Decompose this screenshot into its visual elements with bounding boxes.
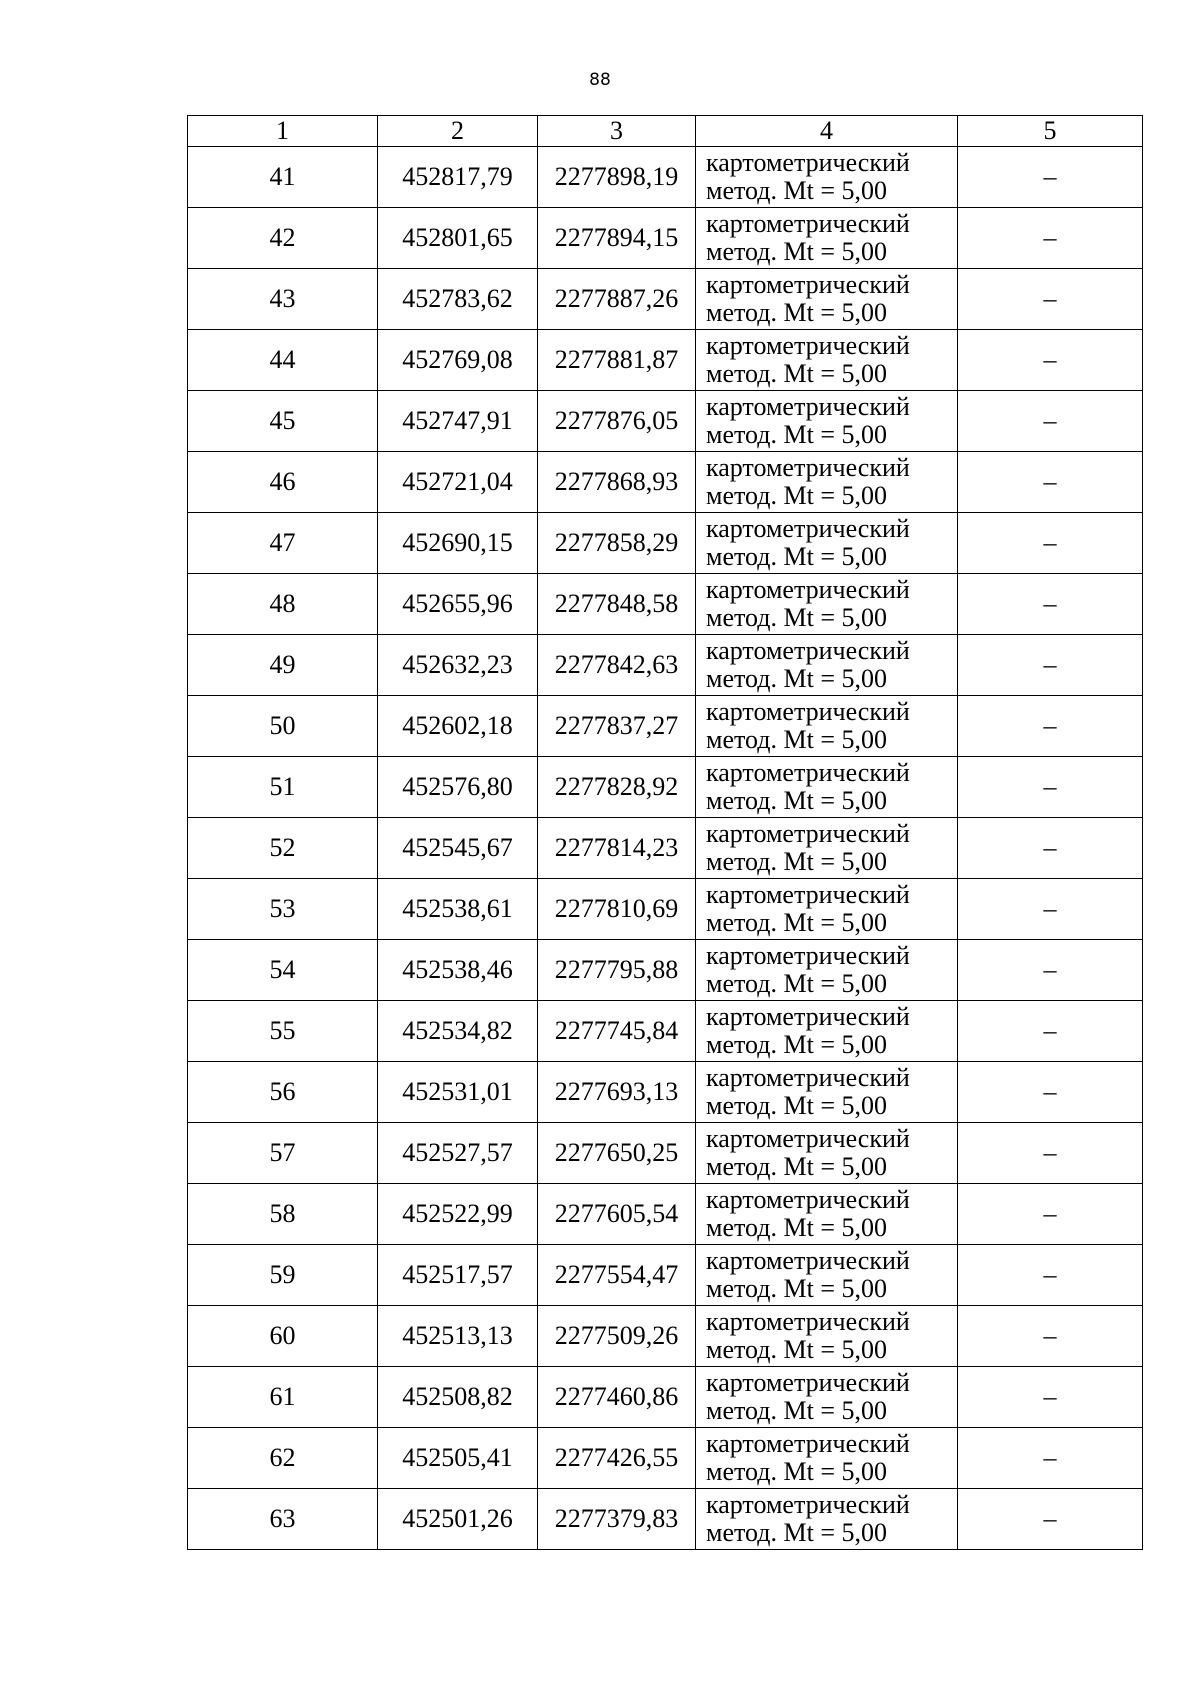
y-coordinate-cell: 2277810,69	[538, 879, 696, 940]
x-coordinate-cell: 452576,80	[378, 757, 538, 818]
x-coordinate-cell: 452655,96	[378, 574, 538, 635]
table-row	[188, 635, 1143, 696]
x-coordinate-cell: 452545,67	[378, 818, 538, 879]
x-coordinate-cell: 452801,65	[378, 208, 538, 269]
x-coordinate-cell: 452747,91	[378, 391, 538, 452]
method-line-1: картометрический	[706, 1306, 910, 1336]
point-number-cell: 42	[188, 208, 378, 269]
method-cell	[696, 574, 958, 635]
point-number-cell: 43	[188, 269, 378, 330]
point-number-cell: 50	[188, 696, 378, 757]
table-row	[188, 696, 1143, 757]
note-cell: –	[958, 1245, 1143, 1306]
point-number-cell: 47	[188, 513, 378, 574]
x-coordinate-cell: 452602,18	[378, 696, 538, 757]
header-col-3: 3	[538, 116, 696, 147]
table-row	[188, 1489, 1143, 1550]
x-coordinate-cell: 452527,57	[378, 1123, 538, 1184]
point-number-cell: 41	[188, 147, 378, 208]
table-row	[188, 1245, 1143, 1306]
x-coordinate-cell: 452769,08	[378, 330, 538, 391]
y-coordinate-cell: 2277460,86	[538, 1367, 696, 1428]
note-cell: –	[958, 757, 1143, 818]
method-cell	[696, 1428, 958, 1489]
method-cell	[696, 269, 958, 330]
method-cell	[696, 879, 958, 940]
method-line-2: метод. Mt = 5,00	[706, 1518, 887, 1547]
method-line-1: картометрический	[706, 757, 910, 787]
point-number-cell: 56	[188, 1062, 378, 1123]
table-body	[188, 147, 1143, 1550]
note-cell: –	[958, 1001, 1143, 1062]
point-number-cell: 48	[188, 574, 378, 635]
note-cell: –	[958, 940, 1143, 1001]
method-line-2: метод. Mt = 5,00	[706, 664, 887, 693]
note-cell: –	[958, 1489, 1143, 1550]
method-line-2: метод. Mt = 5,00	[706, 1396, 887, 1425]
note-cell: –	[958, 391, 1143, 452]
method-cell	[696, 1306, 958, 1367]
header-col-1: 1	[188, 116, 378, 147]
method-cell	[696, 1062, 958, 1123]
x-coordinate-cell: 452505,41	[378, 1428, 538, 1489]
method-cell	[696, 1489, 958, 1550]
note-cell: –	[958, 1123, 1143, 1184]
y-coordinate-cell: 2277858,29	[538, 513, 696, 574]
note-cell: –	[958, 1428, 1143, 1489]
point-number-cell: 59	[188, 1245, 378, 1306]
method-line-2: метод. Mt = 5,00	[706, 298, 887, 327]
y-coordinate-cell: 2277887,26	[538, 269, 696, 330]
method-line-1: картометрический	[706, 1489, 910, 1519]
note-cell: –	[958, 574, 1143, 635]
method-line-2: метод. Mt = 5,00	[706, 1274, 887, 1303]
method-line-1: картометрический	[706, 147, 910, 177]
x-coordinate-cell: 452632,23	[378, 635, 538, 696]
method-line-1: картометрический	[706, 452, 910, 482]
method-line-1: картометрический	[706, 879, 910, 909]
x-coordinate-cell: 452501,26	[378, 1489, 538, 1550]
note-cell: –	[958, 818, 1143, 879]
method-line-1: картометрический	[706, 635, 910, 665]
method-line-2: метод. Mt = 5,00	[706, 542, 887, 571]
table-row	[188, 269, 1143, 330]
table-row	[188, 1367, 1143, 1428]
page-number: 88	[589, 70, 611, 90]
y-coordinate-cell: 2277848,58	[538, 574, 696, 635]
method-line-1: картометрический	[706, 1184, 910, 1214]
method-line-2: метод. Mt = 5,00	[706, 1152, 887, 1181]
table-row	[188, 574, 1143, 635]
note-cell: –	[958, 452, 1143, 513]
x-coordinate-cell: 452538,46	[378, 940, 538, 1001]
method-line-1: картометрический	[706, 696, 910, 726]
method-line-1: картометрический	[706, 1001, 910, 1031]
x-coordinate-cell: 452690,15	[378, 513, 538, 574]
x-coordinate-cell: 452817,79	[378, 147, 538, 208]
method-line-2: метод. Mt = 5,00	[706, 725, 887, 754]
x-coordinate-cell: 452508,82	[378, 1367, 538, 1428]
table-row	[188, 1184, 1143, 1245]
y-coordinate-cell: 2277894,15	[538, 208, 696, 269]
point-number-cell: 44	[188, 330, 378, 391]
method-cell	[696, 1367, 958, 1428]
table-row	[188, 1062, 1143, 1123]
method-cell	[696, 635, 958, 696]
point-number-cell: 58	[188, 1184, 378, 1245]
point-number-cell: 62	[188, 1428, 378, 1489]
y-coordinate-cell: 2277881,87	[538, 330, 696, 391]
note-cell: –	[958, 696, 1143, 757]
note-cell: –	[958, 330, 1143, 391]
method-line-1: картометрический	[706, 330, 910, 360]
point-number-cell: 49	[188, 635, 378, 696]
point-number-cell: 54	[188, 940, 378, 1001]
x-coordinate-cell: 452517,57	[378, 1245, 538, 1306]
method-line-2: метод. Mt = 5,00	[706, 1213, 887, 1242]
point-number-cell: 45	[188, 391, 378, 452]
y-coordinate-cell: 2277745,84	[538, 1001, 696, 1062]
table-row	[188, 147, 1143, 208]
y-coordinate-cell: 2277379,83	[538, 1489, 696, 1550]
header-col-2: 2	[378, 116, 538, 147]
method-line-1: картометрический	[706, 1367, 910, 1397]
note-cell: –	[958, 1367, 1143, 1428]
table-row	[188, 1306, 1143, 1367]
table-row	[188, 757, 1143, 818]
y-coordinate-cell: 2277876,05	[538, 391, 696, 452]
table-row	[188, 330, 1143, 391]
x-coordinate-cell: 452783,62	[378, 269, 538, 330]
method-cell	[696, 208, 958, 269]
method-cell	[696, 1123, 958, 1184]
method-line-2: метод. Mt = 5,00	[706, 237, 887, 266]
method-line-1: картометрический	[706, 818, 910, 848]
y-coordinate-cell: 2277842,63	[538, 635, 696, 696]
table-row	[188, 391, 1143, 452]
x-coordinate-cell: 452531,01	[378, 1062, 538, 1123]
y-coordinate-cell: 2277605,54	[538, 1184, 696, 1245]
table-row	[188, 208, 1143, 269]
method-cell	[696, 1001, 958, 1062]
table-header	[188, 116, 1143, 147]
method-cell	[696, 391, 958, 452]
method-line-2: метод. Mt = 5,00	[706, 359, 887, 388]
method-line-1: картометрический	[706, 269, 910, 299]
method-line-2: метод. Mt = 5,00	[706, 1335, 887, 1364]
table-row	[188, 940, 1143, 1001]
method-line-2: метод. Mt = 5,00	[706, 969, 887, 998]
point-number-cell: 60	[188, 1306, 378, 1367]
y-coordinate-cell: 2277693,13	[538, 1062, 696, 1123]
note-cell: –	[958, 147, 1143, 208]
note-cell: –	[958, 513, 1143, 574]
method-cell	[696, 452, 958, 513]
method-line-1: картометрический	[706, 1062, 910, 1092]
method-cell	[696, 147, 958, 208]
table-row	[188, 818, 1143, 879]
method-cell	[696, 940, 958, 1001]
method-line-1: картометрический	[706, 1428, 910, 1458]
method-cell	[696, 1184, 958, 1245]
method-line-1: картометрический	[706, 574, 910, 604]
note-cell: –	[958, 635, 1143, 696]
method-line-1: картометрический	[706, 208, 910, 238]
method-line-1: картометрический	[706, 513, 910, 543]
method-line-2: метод. Mt = 5,00	[706, 420, 887, 449]
note-cell: –	[958, 1062, 1143, 1123]
y-coordinate-cell: 2277828,92	[538, 757, 696, 818]
point-number-cell: 51	[188, 757, 378, 818]
method-line-2: метод. Mt = 5,00	[706, 847, 887, 876]
table-row	[188, 452, 1143, 513]
method-line-2: метод. Mt = 5,00	[706, 1457, 887, 1486]
y-coordinate-cell: 2277554,47	[538, 1245, 696, 1306]
method-line-1: картометрический	[706, 1245, 910, 1275]
method-line-2: метод. Mt = 5,00	[706, 481, 887, 510]
method-line-2: метод. Mt = 5,00	[706, 908, 887, 937]
header-col-4: 4	[696, 116, 958, 147]
table-row	[188, 513, 1143, 574]
y-coordinate-cell: 2277814,23	[538, 818, 696, 879]
table-row	[188, 1428, 1143, 1489]
y-coordinate-cell: 2277837,27	[538, 696, 696, 757]
method-line-2: метод. Mt = 5,00	[706, 603, 887, 632]
y-coordinate-cell: 2277650,25	[538, 1123, 696, 1184]
method-cell	[696, 757, 958, 818]
table-row	[188, 1001, 1143, 1062]
note-cell: –	[958, 1306, 1143, 1367]
method-line-2: метод. Mt = 5,00	[706, 1030, 887, 1059]
x-coordinate-cell: 452538,61	[378, 879, 538, 940]
x-coordinate-cell: 452721,04	[378, 452, 538, 513]
note-cell: –	[958, 269, 1143, 330]
point-number-cell: 61	[188, 1367, 378, 1428]
table-row	[188, 1123, 1143, 1184]
x-coordinate-cell: 452522,99	[378, 1184, 538, 1245]
x-coordinate-cell: 452534,82	[378, 1001, 538, 1062]
method-line-1: картометрический	[706, 940, 910, 970]
note-cell: –	[958, 879, 1143, 940]
note-cell: –	[958, 208, 1143, 269]
point-number-cell: 57	[188, 1123, 378, 1184]
table-row	[188, 879, 1143, 940]
y-coordinate-cell: 2277868,93	[538, 452, 696, 513]
y-coordinate-cell: 2277898,19	[538, 147, 696, 208]
method-line-2: метод. Mt = 5,00	[706, 176, 887, 205]
method-cell	[696, 513, 958, 574]
y-coordinate-cell: 2277426,55	[538, 1428, 696, 1489]
x-coordinate-cell: 452513,13	[378, 1306, 538, 1367]
method-cell	[696, 330, 958, 391]
method-line-2: метод. Mt = 5,00	[706, 1091, 887, 1120]
point-number-cell: 63	[188, 1489, 378, 1550]
note-cell: –	[958, 1184, 1143, 1245]
y-coordinate-cell: 2277509,26	[538, 1306, 696, 1367]
coordinates-table	[187, 115, 1143, 1550]
header-col-5: 5	[958, 116, 1143, 147]
method-line-1: картометрический	[706, 1123, 910, 1153]
method-line-2: метод. Mt = 5,00	[706, 786, 887, 815]
method-cell	[696, 1245, 958, 1306]
point-number-cell: 55	[188, 1001, 378, 1062]
header-row	[188, 116, 1143, 147]
point-number-cell: 46	[188, 452, 378, 513]
point-number-cell: 52	[188, 818, 378, 879]
point-number-cell: 53	[188, 879, 378, 940]
y-coordinate-cell: 2277795,88	[538, 940, 696, 1001]
method-cell	[696, 818, 958, 879]
method-line-1: картометрический	[706, 391, 910, 421]
method-cell	[696, 696, 958, 757]
